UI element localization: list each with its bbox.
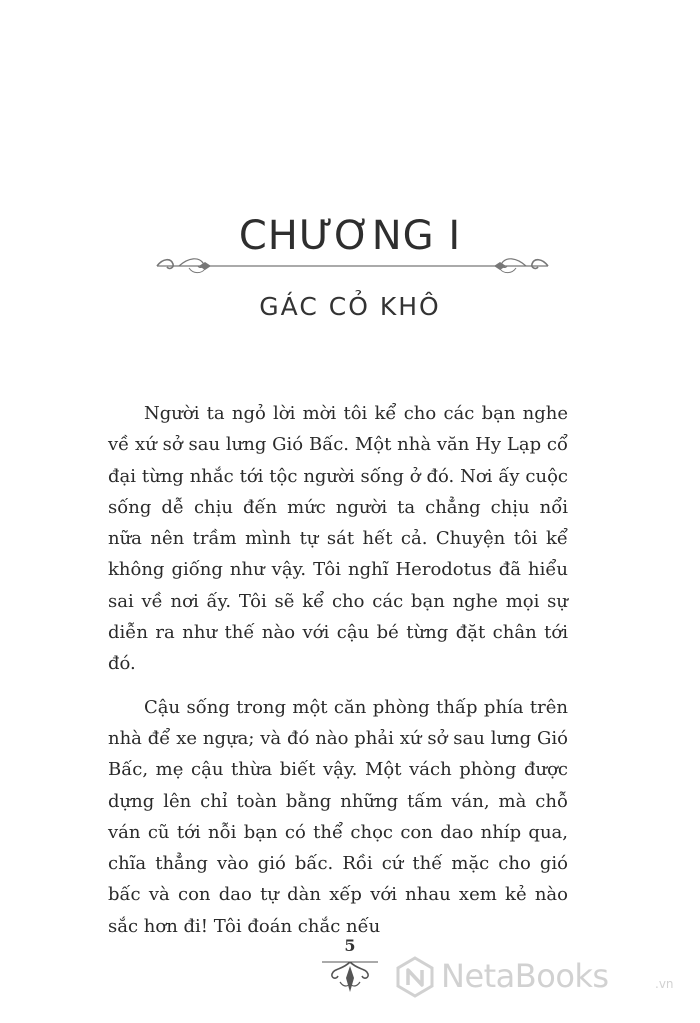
- watermark: [393, 953, 693, 1008]
- chapter-title: CHƯƠNG I: [238, 213, 462, 259]
- watermark-brand: NetaBooks: [441, 957, 609, 995]
- netabooks-logo-icon: [393, 955, 437, 999]
- paragraph: Người ta ngỏ lời mời tôi kể cho các bạn nghe về xứ sở sau lưng Gió Bấc. Một nhà văn Hy Lạp cổ đại từng nhắc tới tộc người sống ở đó. Nơi ấy cuộc sống dễ chịu đến mức người ta chẳng chịu nổi nữa nên trầm mình tự sát hết cả. Chuyện tôi kể không giống như vậy. Tôi nghĩ Herodotus đã hiểu sai về nơi ấy. Tôi sẽ kể cho các bạn nghe mọi sự diễn ra như thế nào với cậu bé từng đặt chân tới đó.: [108, 403, 568, 675]
- ornament-divider-top: [155, 254, 550, 278]
- paragraph: Cậu sống trong một căn phòng thấp phía trên nhà để xe ngựa; và đó nào phải xứ sở sau lưng Gió Bấc, mẹ cậu thừa biết vậy. Một vách phòng được dựng lên chỉ toàn bằng những tấm ván, mà chỗ ván cũ tới nỗi bạn có thể chọc con dao nhíp qua, chĩa thẳng vào gió bấc. Rồi cứ thế mặc cho gió bấc và con dao tự dàn xếp với nhau xem kẻ nào sắc hơn đi! Tôi đoán chắc nếu: [108, 696, 568, 937]
- body-text: [108, 398, 568, 954]
- chapter-subtitle: GÁC CỎ KHÔ: [259, 292, 441, 321]
- page-number: 5: [344, 936, 356, 955]
- ornament-flourish-icon: [320, 956, 380, 996]
- watermark-suffix: .vn: [655, 977, 674, 991]
